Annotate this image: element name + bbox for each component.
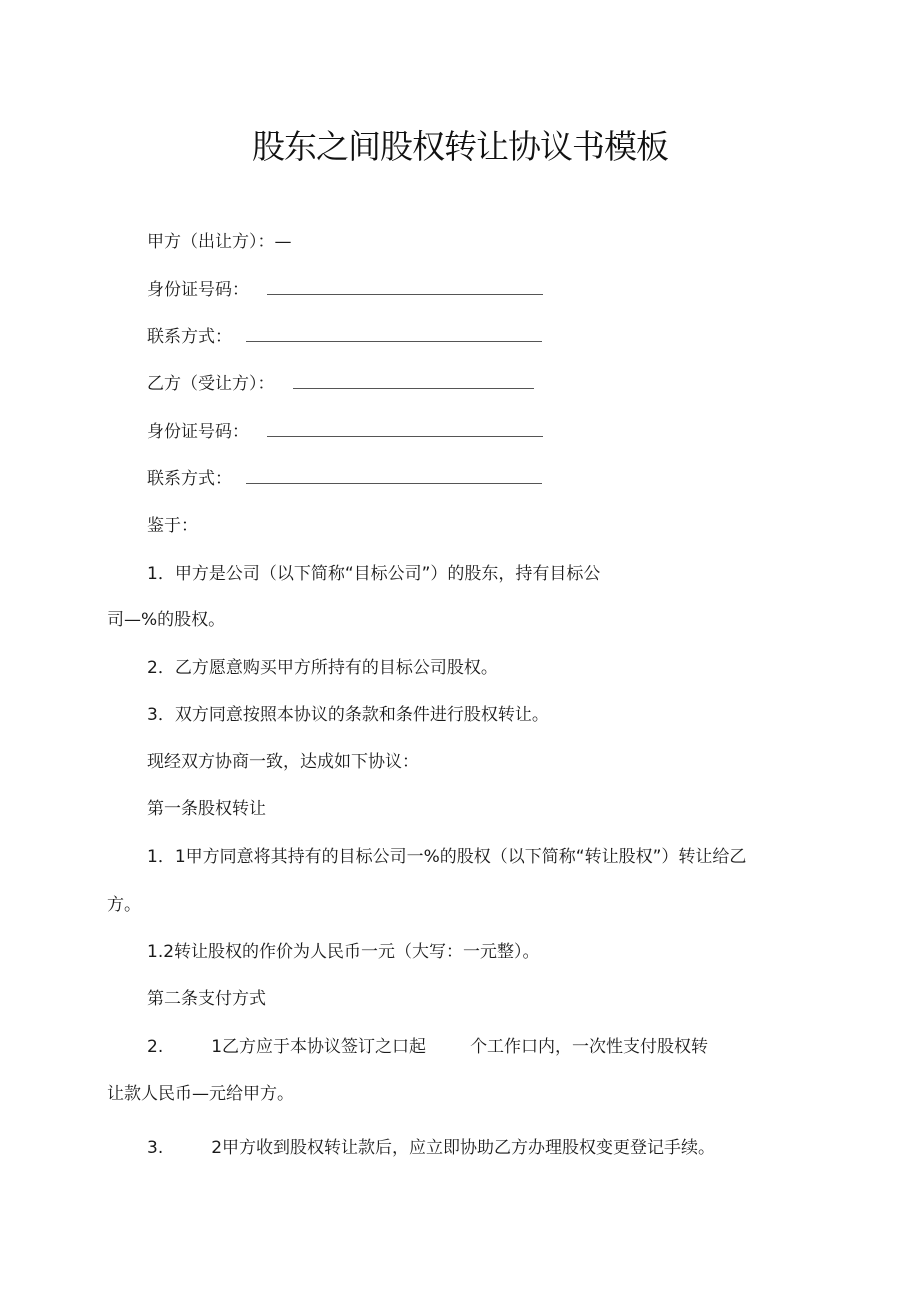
party-a-contact-label: 联系方式： — [147, 327, 232, 347]
article-2-clause-2 — [147, 1135, 715, 1161]
party-a-contact-row — [147, 324, 542, 350]
party-a-id-row — [147, 277, 543, 303]
party-b-label: 乙方（受让方）： — [147, 374, 275, 394]
article-2-clause-2-number: 3. — [147, 1138, 164, 1158]
party-b-contact-label: 联系方式： — [147, 469, 232, 489]
party-b-id-blank — [267, 422, 543, 437]
article-1-clause-1-line-1: 1．1甲方同意将其持有的目标公司一%的股权（以下简称“转让股权”）转让给乙 — [147, 847, 747, 867]
article-1-clause-2: 1.2转让股权的作价为人民币一元（大写：一元整）。 — [147, 942, 540, 962]
article-2-heading: 第二条支付方式 — [147, 989, 266, 1009]
article-2-clause-1-part-1: 1乙方应于本协议签订之口起 — [211, 1037, 427, 1057]
party-a-contact-blank — [246, 327, 542, 342]
document-title: 股东之间股权转让协议书模板 — [252, 127, 668, 166]
article-1-clause-1-line-2: 方。 — [107, 895, 141, 915]
party-b-blank — [293, 374, 534, 389]
whereas-item-3: 3．双方同意按照本协议的条款和条件进行股权转让。 — [147, 705, 549, 725]
article-2-clause-1-line-1 — [147, 1034, 708, 1060]
whereas-label: 鉴于： — [147, 516, 198, 536]
party-b-id-label: 身份证号码： — [147, 422, 249, 442]
party-a-id-label: 身份证号码： — [147, 280, 249, 300]
article-2-clause-1-part-2: 个工作口内，一次性支付股权转 — [470, 1037, 709, 1057]
party-a-label: 甲方（出让方）：— — [147, 232, 292, 252]
article-1-heading: 第一条股权转让 — [147, 799, 266, 819]
article-2-clause-1-line-2: 让款人民币—元给甲方。 — [107, 1084, 294, 1104]
party-b-row — [147, 371, 534, 397]
whereas-item-1-line-2: 司—%的股权。 — [107, 610, 226, 630]
agreement-intro: 现经双方协商一致，达成如下协议： — [147, 752, 419, 772]
article-2-clause-1-number: 2. — [147, 1037, 164, 1057]
whereas-item-1-line-1: 1．甲方是公司（以下简称“目标公司”）的股东，持有目标公 — [147, 564, 601, 584]
party-a-id-blank — [267, 280, 543, 295]
party-b-id-row — [147, 419, 543, 445]
party-b-contact-blank — [246, 469, 542, 484]
whereas-item-2: 2．乙方愿意购买甲方所持有的目标公司股权。 — [147, 658, 498, 678]
party-b-contact-row — [147, 466, 542, 492]
article-2-clause-2-text: 2甲方收到股权转让款后，应立即协助乙方办理股权变更登记手续。 — [211, 1138, 716, 1158]
